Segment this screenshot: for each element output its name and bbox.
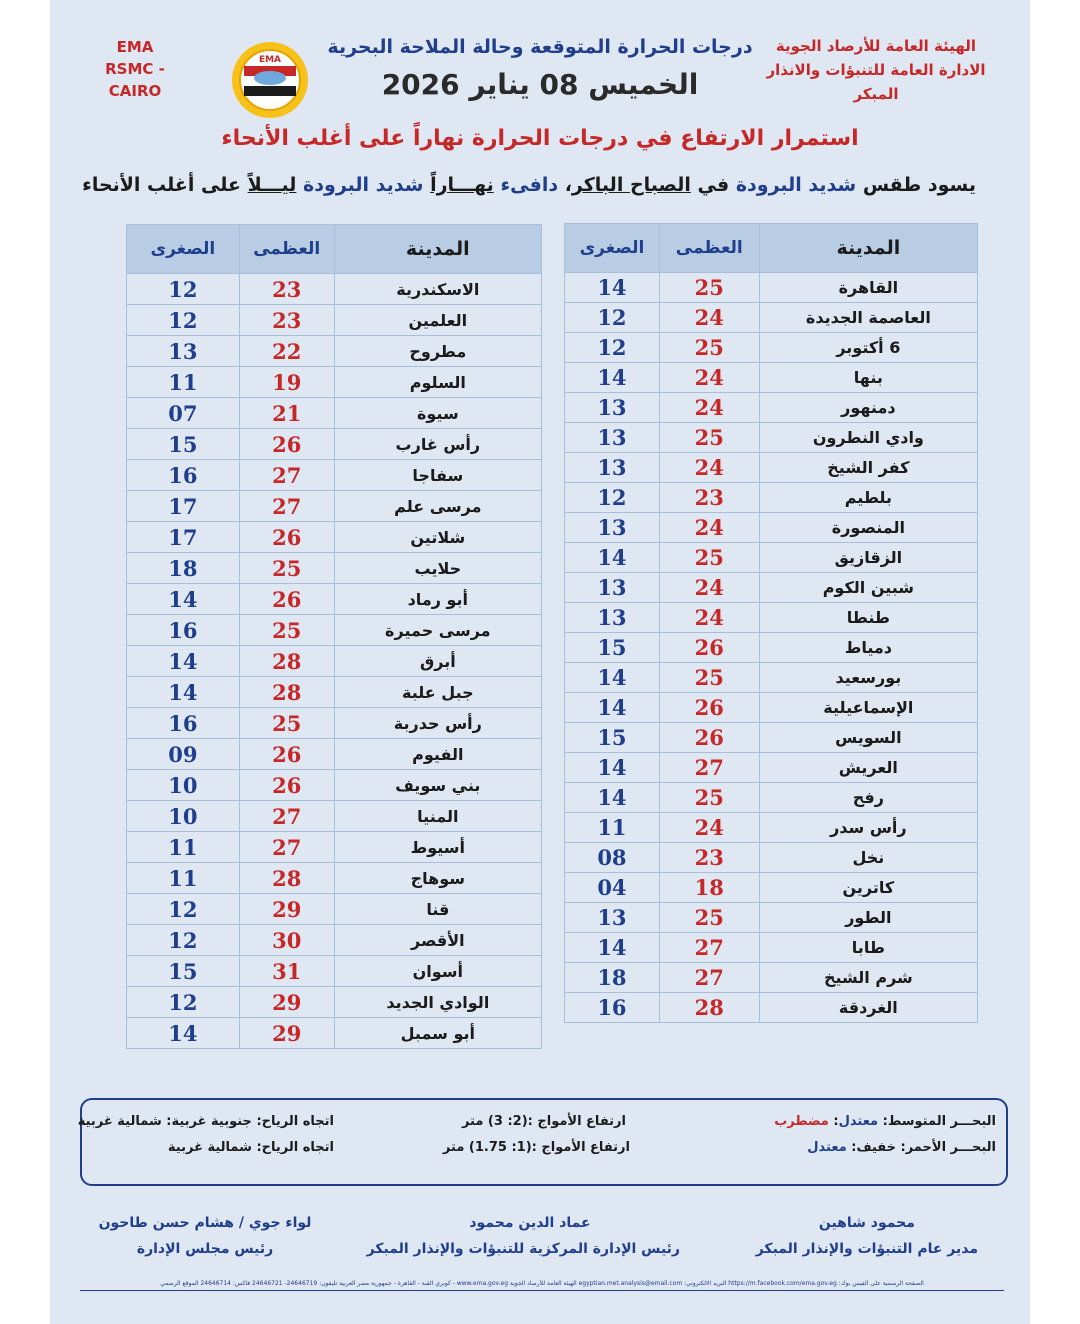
table-row xyxy=(565,423,978,453)
table-row xyxy=(127,460,542,491)
table-row xyxy=(127,584,542,615)
red-state-a: خفيف: xyxy=(846,1140,896,1155)
city-cell: أبو رماد xyxy=(334,584,541,615)
summary-part: في xyxy=(690,174,736,196)
city-cell: أبو سمبل xyxy=(334,1018,541,1049)
max-temp-cell: 25 xyxy=(239,553,334,584)
table-row xyxy=(565,813,978,843)
city-cell: بورسعيد xyxy=(759,663,977,693)
table-row xyxy=(127,987,542,1018)
max-temp-cell: 25 xyxy=(659,273,759,303)
max-temp-cell: 25 xyxy=(239,708,334,739)
city-cell: بلطيم xyxy=(759,483,977,513)
signature-name: لواء جوي / هشام حسن طاحون xyxy=(98,1215,312,1231)
table-row xyxy=(565,783,978,813)
table-row xyxy=(565,963,978,993)
min-temp-cell: 10 xyxy=(127,770,240,801)
city-cell: سيوة xyxy=(334,398,541,429)
table-row xyxy=(127,522,542,553)
summary-part: يسود طقس xyxy=(856,174,976,196)
min-temp-cell: 14 xyxy=(565,663,660,693)
max-temp-cell: 26 xyxy=(659,723,759,753)
max-temp-cell: 26 xyxy=(239,429,334,460)
med-state-a: معتدل xyxy=(838,1114,879,1129)
city-cell: مرسى حميرة xyxy=(334,615,541,646)
min-temp-cell: 17 xyxy=(127,522,240,553)
med-state-sep: : xyxy=(828,1114,839,1129)
min-temp-cell: 13 xyxy=(565,453,660,483)
city-cell: الطور xyxy=(759,903,977,933)
col-header-min: الصغرى xyxy=(127,225,240,274)
max-temp-cell: 27 xyxy=(239,491,334,522)
min-temp-cell: 15 xyxy=(565,723,660,753)
city-cell: جبل علبة xyxy=(334,677,541,708)
city-cell: الزقازيق xyxy=(759,543,977,573)
max-temp-cell: 26 xyxy=(239,522,334,553)
min-temp-cell: 12 xyxy=(127,925,240,956)
forecast-date: الخميس 08 يناير 2026 xyxy=(381,68,699,101)
table-row xyxy=(127,708,542,739)
city-cell: الاسكندرية xyxy=(334,274,541,305)
min-temp-cell: 14 xyxy=(565,543,660,573)
table-row xyxy=(127,305,542,336)
table-row xyxy=(127,956,542,987)
table-row xyxy=(127,491,542,522)
table-row xyxy=(127,367,542,398)
max-temp-cell: 23 xyxy=(239,305,334,336)
table-row xyxy=(127,801,542,832)
max-temp-cell: 24 xyxy=(659,453,759,483)
city-cell: السلوم xyxy=(334,367,541,398)
min-temp-cell: 13 xyxy=(565,573,660,603)
table-row xyxy=(565,483,978,513)
city-cell: الغردقة xyxy=(759,993,977,1023)
min-temp-cell: 11 xyxy=(127,367,240,398)
table-row xyxy=(127,646,542,677)
city-cell: حلايب xyxy=(334,553,541,584)
summary-part: شديد البرودة xyxy=(303,174,424,196)
min-temp-cell: 13 xyxy=(565,423,660,453)
headline: استمرار الارتفاع في درجات الحرارة نهاراً على أغلب الأنحاء xyxy=(221,126,859,151)
city-cell: نخل xyxy=(759,843,977,873)
city-cell: العلمين xyxy=(334,305,541,336)
temperature-table-left xyxy=(126,224,542,1049)
min-temp-cell: 12 xyxy=(565,303,660,333)
col-header-city: المدينة xyxy=(334,225,541,274)
table-row xyxy=(127,832,542,863)
table-row xyxy=(127,894,542,925)
min-temp-cell: 14 xyxy=(565,783,660,813)
signature-title: رئيس مجلس الإدارة xyxy=(136,1241,274,1257)
city-cell: سفاجا xyxy=(334,460,541,491)
max-temp-cell: 24 xyxy=(659,363,759,393)
city-cell: طابا xyxy=(759,933,977,963)
city-cell: الوادي الجديد xyxy=(334,987,541,1018)
ema-text: EMA xyxy=(116,38,154,56)
min-temp-cell: 16 xyxy=(565,993,660,1023)
city-cell: مرسى علم xyxy=(334,491,541,522)
max-temp-cell: 27 xyxy=(659,963,759,993)
max-temp-cell: 25 xyxy=(659,333,759,363)
min-temp-cell: 14 xyxy=(127,646,240,677)
min-temp-cell: 12 xyxy=(565,333,660,363)
max-temp-cell: 19 xyxy=(239,367,334,398)
table-row xyxy=(127,770,542,801)
table-row xyxy=(127,739,542,770)
max-temp-cell: 24 xyxy=(659,813,759,843)
city-cell: السويس xyxy=(759,723,977,753)
city-cell: الإسماعيلية xyxy=(759,693,977,723)
signature-title: مدير عام التنبؤات والإنذار المبكر xyxy=(755,1241,978,1257)
table-row xyxy=(127,398,542,429)
table-row xyxy=(565,603,978,633)
city-cell: أسوان xyxy=(334,956,541,987)
table-header-row xyxy=(565,224,978,273)
table-row xyxy=(565,363,978,393)
city-cell: دمياط xyxy=(759,633,977,663)
max-temp-cell: 27 xyxy=(659,933,759,963)
city-cell: وادي النطرون xyxy=(759,423,977,453)
table-row xyxy=(565,453,978,483)
min-temp-cell: 17 xyxy=(127,491,240,522)
summary-part: على أغلب الأنحاء xyxy=(82,174,248,196)
table-row xyxy=(565,843,978,873)
city-cell: كاترين xyxy=(759,873,977,903)
table-row xyxy=(565,393,978,423)
max-temp-cell: 28 xyxy=(239,646,334,677)
min-temp-cell: 13 xyxy=(127,336,240,367)
red-label: البحـــر الأحمر: xyxy=(896,1140,996,1155)
max-temp-cell: 30 xyxy=(239,925,334,956)
signature-name: محمود شاهين xyxy=(818,1215,915,1231)
city-cell: أسيوط xyxy=(334,832,541,863)
max-temp-cell: 26 xyxy=(239,739,334,770)
max-temp-cell: 28 xyxy=(239,863,334,894)
summary-part: شديد البرودة xyxy=(735,174,857,196)
signature-director xyxy=(756,1210,978,1262)
city-cell: سوهاج xyxy=(334,863,541,894)
city-cell: 6 أكتوبر xyxy=(759,333,977,363)
city-cell: رأس سدر xyxy=(759,813,977,843)
table-row xyxy=(127,553,542,584)
min-temp-cell: 15 xyxy=(565,633,660,663)
table-row xyxy=(565,513,978,543)
min-temp-cell: 10 xyxy=(127,801,240,832)
signature-chairman xyxy=(90,1210,320,1262)
summary-part: ، xyxy=(558,174,572,196)
city-cell: طنطا xyxy=(759,603,977,633)
med-waves: ارتفاع الأمواج :(2: 3) متر xyxy=(461,1114,626,1129)
city-cell: المنصورة xyxy=(759,513,977,543)
table-row xyxy=(565,933,978,963)
header-titles xyxy=(310,36,770,101)
city-cell: الفيوم xyxy=(334,739,541,770)
table-row xyxy=(127,274,542,305)
max-temp-cell: 26 xyxy=(239,584,334,615)
min-temp-cell: 11 xyxy=(127,863,240,894)
med-wind: اتجاه الرياح: جنوبية غربية: شمالية غربية xyxy=(77,1114,334,1129)
min-temp-cell: 12 xyxy=(565,483,660,513)
min-temp-cell: 15 xyxy=(127,956,240,987)
min-temp-cell: 13 xyxy=(565,603,660,633)
signature-name: عماد الدين محمود xyxy=(469,1215,591,1231)
max-temp-cell: 21 xyxy=(239,398,334,429)
max-temp-cell: 27 xyxy=(239,801,334,832)
min-temp-cell: 14 xyxy=(565,273,660,303)
table-row xyxy=(127,677,542,708)
table-header-row xyxy=(127,225,542,274)
table-row xyxy=(127,429,542,460)
min-temp-cell: 04 xyxy=(565,873,660,903)
min-temp-cell: 16 xyxy=(127,460,240,491)
max-temp-cell: 23 xyxy=(239,274,334,305)
city-cell: قنا xyxy=(334,894,541,925)
marine-conditions-box xyxy=(77,1098,1008,1186)
forecast-title: درجات الحرارة المتوقعة وحالة الملاحة البحرية xyxy=(327,36,753,58)
min-temp-cell: 11 xyxy=(127,832,240,863)
table-row xyxy=(565,543,978,573)
table-row xyxy=(565,903,978,933)
city-cell: شرم الشيخ xyxy=(759,963,977,993)
max-temp-cell: 25 xyxy=(659,423,759,453)
max-temp-cell: 31 xyxy=(239,956,334,987)
ema-rsmc-label xyxy=(90,36,180,102)
table-row xyxy=(127,1018,542,1049)
city-cell: شلاتين xyxy=(334,522,541,553)
table-row xyxy=(127,863,542,894)
temperature-table-right xyxy=(564,223,978,1023)
min-temp-cell: 16 xyxy=(127,615,240,646)
footer-divider xyxy=(80,1290,1004,1291)
max-temp-cell: 29 xyxy=(239,1018,334,1049)
min-temp-cell: 18 xyxy=(127,553,240,584)
min-temp-cell: 13 xyxy=(565,393,660,423)
min-temp-cell: 16 xyxy=(127,708,240,739)
max-temp-cell: 28 xyxy=(239,677,334,708)
org-line-2: الادارة العامة للتنبؤات والانذار المبكر xyxy=(766,61,986,103)
min-temp-cell: 13 xyxy=(565,903,660,933)
min-temp-cell: 07 xyxy=(127,398,240,429)
logo-text: EMA xyxy=(258,55,282,65)
city-cell: القاهرة xyxy=(759,273,977,303)
max-temp-cell: 24 xyxy=(659,513,759,543)
city-cell: رفح xyxy=(759,783,977,813)
city-cell: كفر الشيخ xyxy=(759,453,977,483)
city-cell: دمنهور xyxy=(759,393,977,423)
med-state-b: مضطرب xyxy=(774,1114,829,1129)
footer-contact: الصفحة الرسمية على الفيس بوك: https://m.facebook.com/ema.gov.eg البريد الالكتروني: egyptian.met.analysis@email.com الهيئة العامة للأرصاد الجوية www.ema.gov.eg - كوبري القبة - القاهرة - جمهورية مصر العربية تليفون: 24646719- 24646721 فاكس: 24646714 الموقع الرسمي xyxy=(160,1280,924,1287)
max-temp-cell: 25 xyxy=(239,615,334,646)
table-row xyxy=(565,663,978,693)
min-temp-cell: 13 xyxy=(565,513,660,543)
min-temp-cell: 12 xyxy=(127,305,240,336)
summary-part: الصباح الباكر xyxy=(571,174,691,196)
min-temp-cell: 14 xyxy=(127,584,240,615)
rsmc-text: RSMC - CAIRO xyxy=(105,60,165,100)
min-temp-cell: 12 xyxy=(127,987,240,1018)
org-line-1: الهيئة العامة للأرصاد الجوية xyxy=(775,37,977,55)
table-row xyxy=(565,303,978,333)
col-header-max: العظمى xyxy=(659,224,759,273)
max-temp-cell: 25 xyxy=(659,543,759,573)
city-cell: مطروح xyxy=(334,336,541,367)
max-temp-cell: 24 xyxy=(659,393,759,423)
max-temp-cell: 26 xyxy=(659,633,759,663)
table-body-left xyxy=(127,274,542,1049)
med-label: البحـــر المتوسط: xyxy=(878,1114,996,1129)
city-cell: العاصمة الجديدة xyxy=(759,303,977,333)
max-temp-cell: 24 xyxy=(659,303,759,333)
table-row xyxy=(127,615,542,646)
min-temp-cell: 14 xyxy=(565,933,660,963)
max-temp-cell: 26 xyxy=(659,693,759,723)
forecast-sheet xyxy=(50,0,1030,1324)
min-temp-cell: 14 xyxy=(565,363,660,393)
min-temp-cell: 15 xyxy=(127,429,240,460)
table-row xyxy=(565,573,978,603)
ema-logo xyxy=(230,40,310,120)
weather-summary xyxy=(82,174,976,196)
max-temp-cell: 24 xyxy=(659,573,759,603)
table-body-right xyxy=(565,273,978,1023)
max-temp-cell: 27 xyxy=(239,832,334,863)
med-sea-state xyxy=(774,1114,996,1129)
min-temp-cell: 18 xyxy=(565,963,660,993)
table-row xyxy=(565,633,978,663)
table-row xyxy=(127,336,542,367)
table-row xyxy=(565,753,978,783)
min-temp-cell: 14 xyxy=(565,693,660,723)
max-temp-cell: 29 xyxy=(239,987,334,1018)
max-temp-cell: 27 xyxy=(239,460,334,491)
table-row xyxy=(565,993,978,1023)
city-cell: بنها xyxy=(759,363,977,393)
organization-block xyxy=(746,34,1006,106)
city-cell: شبين الكوم xyxy=(759,573,977,603)
max-temp-cell: 22 xyxy=(239,336,334,367)
max-temp-cell: 26 xyxy=(239,770,334,801)
max-temp-cell: 25 xyxy=(659,903,759,933)
red-waves: ارتفاع الأمواج :(1: 1.75) متر xyxy=(442,1140,630,1155)
min-temp-cell: 12 xyxy=(127,894,240,925)
max-temp-cell: 24 xyxy=(659,603,759,633)
min-temp-cell: 14 xyxy=(127,677,240,708)
table-row xyxy=(565,273,978,303)
max-temp-cell: 28 xyxy=(659,993,759,1023)
red-wind: اتجاه الرياح: شمالية غربية xyxy=(167,1140,334,1155)
city-cell: رأس غارب xyxy=(334,429,541,460)
summary-part: ليـــلاً xyxy=(247,174,297,196)
city-cell: العريش xyxy=(759,753,977,783)
max-temp-cell: 23 xyxy=(659,483,759,513)
max-temp-cell: 27 xyxy=(659,753,759,783)
min-temp-cell: 12 xyxy=(127,274,240,305)
summary-part: دافىء xyxy=(500,174,559,196)
table-row xyxy=(565,873,978,903)
table-row xyxy=(565,333,978,363)
max-temp-cell: 25 xyxy=(659,783,759,813)
city-cell: بني سويف xyxy=(334,770,541,801)
signature-title: رئيس الإدارة المركزية للتنبؤات والإنذار المبكر xyxy=(366,1241,680,1257)
max-temp-cell: 23 xyxy=(659,843,759,873)
max-temp-cell: 18 xyxy=(659,873,759,903)
max-temp-cell: 29 xyxy=(239,894,334,925)
col-header-max: العظمى xyxy=(239,225,334,274)
city-cell: رأس حدربة xyxy=(334,708,541,739)
signature-central-head xyxy=(366,1210,680,1262)
min-temp-cell: 11 xyxy=(565,813,660,843)
table-row xyxy=(565,693,978,723)
max-temp-cell: 25 xyxy=(659,663,759,693)
col-header-min: الصغرى xyxy=(565,224,660,273)
col-header-city: المدينة xyxy=(759,224,977,273)
city-cell: الأقصر xyxy=(334,925,541,956)
min-temp-cell: 14 xyxy=(127,1018,240,1049)
min-temp-cell: 14 xyxy=(565,753,660,783)
city-cell: المنيا xyxy=(334,801,541,832)
red-sea-state xyxy=(807,1140,996,1155)
min-temp-cell: 09 xyxy=(127,739,240,770)
table-row xyxy=(127,925,542,956)
min-temp-cell: 08 xyxy=(565,843,660,873)
table-row xyxy=(565,723,978,753)
red-state-b: معتدل xyxy=(807,1140,847,1155)
summary-part: نهـــاراً xyxy=(430,174,494,196)
city-cell: أبرق xyxy=(334,646,541,677)
